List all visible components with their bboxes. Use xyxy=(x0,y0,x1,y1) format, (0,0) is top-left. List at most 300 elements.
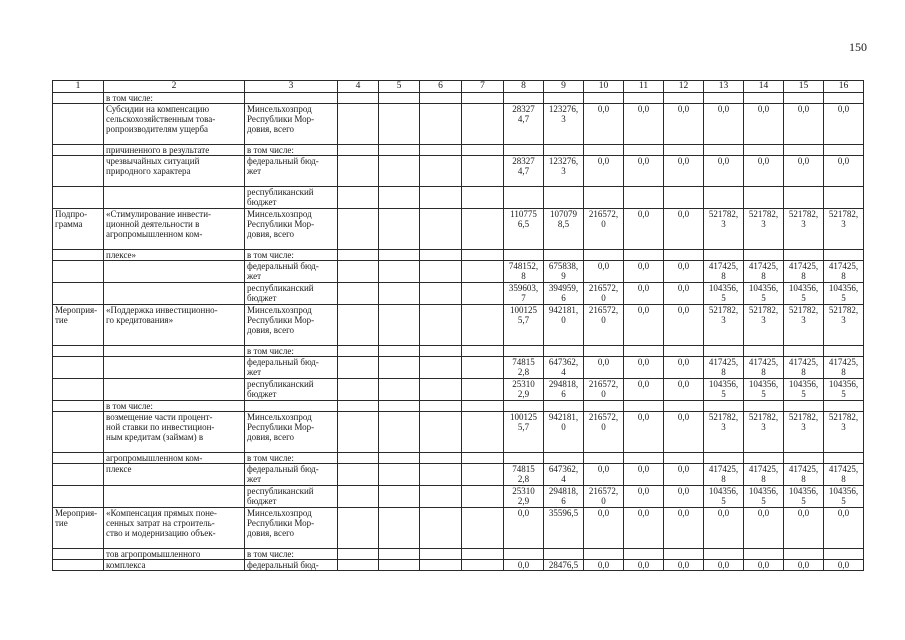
value-cell xyxy=(704,145,744,156)
table-row xyxy=(53,464,864,486)
value-cell xyxy=(338,261,379,283)
value-cell: 647362, 4 xyxy=(544,464,584,486)
value-cell xyxy=(624,145,664,156)
value-cell xyxy=(420,401,462,412)
value-cell xyxy=(544,346,584,357)
value-cell xyxy=(584,401,624,412)
value-cell xyxy=(744,346,784,357)
value-cell: 123276, 3 xyxy=(544,104,584,145)
value-cell xyxy=(338,486,379,508)
value-cell: 0,0 xyxy=(664,209,704,250)
value-cell xyxy=(462,379,504,401)
measure-name-cell xyxy=(104,187,245,209)
value-cell: 104356, 5 xyxy=(704,379,744,401)
value-cell xyxy=(338,401,379,412)
value-cell: 0,0 xyxy=(664,283,704,305)
value-cell xyxy=(504,93,544,104)
value-cell: 294818, 6 xyxy=(544,486,584,508)
section-type-cell xyxy=(53,145,104,156)
value-cell xyxy=(624,93,664,104)
measure-name-cell: «Компенсация прямых поне- сенных затрат на строитель- ство и модернизацию объек- xyxy=(104,508,245,549)
column-header: 14 xyxy=(744,81,784,93)
section-type-cell xyxy=(53,156,104,187)
value-cell xyxy=(824,93,864,104)
measure-name-cell: плексе xyxy=(104,464,245,486)
value-cell xyxy=(544,401,584,412)
value-cell xyxy=(420,560,462,571)
value-cell: 104356, 5 xyxy=(704,283,744,305)
value-cell xyxy=(584,145,624,156)
value-cell: 74815 2,8 xyxy=(504,357,544,379)
value-cell xyxy=(504,145,544,156)
executor-cell: в том числе: xyxy=(245,453,338,464)
value-cell: 104356, 5 xyxy=(784,283,824,305)
value-cell: 359603, 7 xyxy=(504,283,544,305)
value-cell xyxy=(584,346,624,357)
value-cell: 0,0 xyxy=(824,104,864,145)
value-cell: 0,0 xyxy=(744,156,784,187)
value-cell: 521782, 3 xyxy=(744,209,784,250)
executor-cell: федеральный бюд- xyxy=(245,560,338,571)
executor-cell: республиканский бюджет xyxy=(245,187,338,209)
value-cell xyxy=(664,93,704,104)
value-cell xyxy=(824,145,864,156)
value-cell: 216572, 0 xyxy=(584,379,624,401)
value-cell xyxy=(338,187,379,209)
value-cell: 0,0 xyxy=(584,464,624,486)
value-cell xyxy=(462,250,504,261)
value-cell: 104356, 5 xyxy=(784,486,824,508)
table-row xyxy=(53,379,864,401)
value-cell: 216572, 0 xyxy=(584,209,624,250)
value-cell: 0,0 xyxy=(664,104,704,145)
table-row xyxy=(53,283,864,305)
value-cell: 521782, 3 xyxy=(744,305,784,346)
value-cell xyxy=(664,187,704,209)
section-type-cell xyxy=(53,549,104,560)
value-cell: 0,0 xyxy=(704,508,744,549)
value-cell xyxy=(744,250,784,261)
value-cell xyxy=(420,305,462,346)
executor-cell: республиканский бюджет xyxy=(245,283,338,305)
value-cell xyxy=(420,508,462,549)
section-type-cell xyxy=(53,412,104,453)
value-cell xyxy=(420,261,462,283)
value-cell: 0,0 xyxy=(624,560,664,571)
table-row xyxy=(53,156,864,187)
value-cell: 0,0 xyxy=(624,305,664,346)
column-header: 1 xyxy=(53,81,104,93)
value-cell xyxy=(379,560,420,571)
table-row xyxy=(53,145,864,156)
table-row xyxy=(53,187,864,209)
value-cell: 0,0 xyxy=(504,508,544,549)
executor-cell: республиканский бюджет xyxy=(245,379,338,401)
column-header: 9 xyxy=(544,81,584,93)
value-cell xyxy=(584,453,624,464)
value-cell: 0,0 xyxy=(664,464,704,486)
section-type-cell xyxy=(53,401,104,412)
value-cell: 0,0 xyxy=(784,104,824,145)
executor-cell: Минсельхозпрод Республики Мор- довия, всего xyxy=(245,412,338,453)
value-cell xyxy=(544,250,584,261)
value-cell xyxy=(744,187,784,209)
value-cell xyxy=(704,250,744,261)
value-cell: 0,0 xyxy=(664,412,704,453)
value-cell: 521782, 3 xyxy=(744,412,784,453)
value-cell: 0,0 xyxy=(624,464,664,486)
value-cell xyxy=(664,453,704,464)
value-cell xyxy=(744,549,784,560)
value-cell: 521782, 3 xyxy=(784,412,824,453)
value-cell: 104356, 5 xyxy=(704,486,744,508)
value-cell: 675838, 9 xyxy=(544,261,584,283)
measure-name-cell xyxy=(104,486,245,508)
measure-name-cell xyxy=(104,346,245,357)
value-cell xyxy=(379,250,420,261)
table-row xyxy=(53,486,864,508)
value-cell xyxy=(664,346,704,357)
value-cell xyxy=(462,187,504,209)
value-cell: 28476,5 xyxy=(544,560,584,571)
value-cell: 647362, 4 xyxy=(544,357,584,379)
measure-name-cell: агропромышленном ком- xyxy=(104,453,245,464)
value-cell xyxy=(420,357,462,379)
value-cell xyxy=(379,453,420,464)
value-cell: 0,0 xyxy=(744,104,784,145)
value-cell: 417425, 8 xyxy=(784,357,824,379)
value-cell: 104356, 5 xyxy=(744,379,784,401)
section-type-cell xyxy=(53,453,104,464)
value-cell xyxy=(338,560,379,571)
column-header: 11 xyxy=(624,81,664,93)
column-header: 13 xyxy=(704,81,744,93)
value-cell xyxy=(462,93,504,104)
value-cell: 0,0 xyxy=(664,508,704,549)
value-cell xyxy=(338,283,379,305)
measure-name-cell: комплекса xyxy=(104,560,245,571)
value-cell xyxy=(420,346,462,357)
measure-name-cell: тов агропромышленного xyxy=(104,549,245,560)
value-cell xyxy=(420,145,462,156)
executor-cell: Минсельхозпрод Республики Мор- довия, всего xyxy=(245,508,338,549)
table-row xyxy=(53,261,864,283)
section-type-cell xyxy=(53,93,104,104)
value-cell: 25310 2,9 xyxy=(504,379,544,401)
measure-name-cell xyxy=(104,357,245,379)
value-cell xyxy=(420,283,462,305)
value-cell xyxy=(379,104,420,145)
executor-cell: федеральный бюд- жет xyxy=(245,261,338,283)
value-cell: 521782, 3 xyxy=(704,305,744,346)
value-cell: 417425, 8 xyxy=(824,261,864,283)
table-row xyxy=(53,93,864,104)
value-cell xyxy=(338,464,379,486)
value-cell: 107079 8,5 xyxy=(544,209,584,250)
value-cell: 74815 2,8 xyxy=(504,464,544,486)
executor-cell: федеральный бюд- жет xyxy=(245,156,338,187)
section-type-cell xyxy=(53,464,104,486)
value-cell: 216572, 0 xyxy=(584,283,624,305)
value-cell: 0,0 xyxy=(504,560,544,571)
executor-cell: Минсельхозпрод Республики Мор- довия, всего xyxy=(245,305,338,346)
value-cell xyxy=(420,104,462,145)
measure-name-cell: в том числе: xyxy=(104,93,245,104)
budget-table xyxy=(52,80,864,571)
value-cell: 0,0 xyxy=(824,156,864,187)
table-row xyxy=(53,209,864,250)
value-cell xyxy=(420,187,462,209)
value-cell xyxy=(338,305,379,346)
table-row xyxy=(53,346,864,357)
executor-cell: в том числе: xyxy=(245,549,338,560)
value-cell xyxy=(379,464,420,486)
value-cell: 0,0 xyxy=(584,104,624,145)
column-header: 8 xyxy=(504,81,544,93)
value-cell xyxy=(462,346,504,357)
value-cell xyxy=(504,453,544,464)
value-cell: 0,0 xyxy=(704,104,744,145)
value-cell xyxy=(544,93,584,104)
value-cell xyxy=(824,453,864,464)
value-cell xyxy=(462,145,504,156)
value-cell xyxy=(624,187,664,209)
value-cell: 521782, 3 xyxy=(704,209,744,250)
value-cell: 25310 2,9 xyxy=(504,486,544,508)
value-cell xyxy=(420,412,462,453)
value-cell: 110775 6,5 xyxy=(504,209,544,250)
executor-cell xyxy=(245,401,338,412)
value-cell xyxy=(704,549,744,560)
value-cell xyxy=(624,453,664,464)
value-cell xyxy=(420,486,462,508)
value-cell: 748152, 8 xyxy=(504,261,544,283)
value-cell xyxy=(704,187,744,209)
value-cell xyxy=(462,357,504,379)
value-cell xyxy=(379,145,420,156)
value-cell xyxy=(744,145,784,156)
value-cell xyxy=(784,549,824,560)
section-type-cell xyxy=(53,250,104,261)
column-header: 4 xyxy=(338,81,379,93)
value-cell xyxy=(379,305,420,346)
value-cell: 0,0 xyxy=(664,305,704,346)
value-cell xyxy=(504,549,544,560)
value-cell xyxy=(379,486,420,508)
value-cell: 0,0 xyxy=(824,560,864,571)
value-cell xyxy=(744,453,784,464)
value-cell xyxy=(379,508,420,549)
value-cell xyxy=(379,261,420,283)
value-cell xyxy=(338,156,379,187)
table-row xyxy=(53,401,864,412)
value-cell: 521782, 3 xyxy=(704,412,744,453)
value-cell xyxy=(664,549,704,560)
value-cell: 0,0 xyxy=(624,379,664,401)
value-cell xyxy=(664,250,704,261)
measure-name-cell: в том числе: xyxy=(104,401,245,412)
value-cell: 0,0 xyxy=(624,209,664,250)
column-header: 5 xyxy=(379,81,420,93)
value-cell: 521782, 3 xyxy=(784,209,824,250)
section-type-cell xyxy=(53,560,104,571)
value-cell: 417425, 8 xyxy=(824,464,864,486)
value-cell: 28327 4,7 xyxy=(504,104,544,145)
value-cell xyxy=(504,250,544,261)
value-cell xyxy=(504,187,544,209)
section-type-cell xyxy=(53,261,104,283)
value-cell xyxy=(379,357,420,379)
value-cell xyxy=(824,187,864,209)
value-cell: 521782, 3 xyxy=(784,305,824,346)
executor-cell: в том числе: xyxy=(245,346,338,357)
value-cell xyxy=(664,145,704,156)
table-row xyxy=(53,453,864,464)
value-cell: 0,0 xyxy=(624,357,664,379)
value-cell: 100125 5,7 xyxy=(504,412,544,453)
value-cell: 521782, 3 xyxy=(824,209,864,250)
value-cell xyxy=(704,346,744,357)
value-cell: 0,0 xyxy=(624,261,664,283)
value-cell: 417425, 8 xyxy=(704,261,744,283)
table-row xyxy=(53,412,864,453)
value-cell xyxy=(784,453,824,464)
table-row xyxy=(53,104,864,145)
value-cell: 417425, 8 xyxy=(744,464,784,486)
value-cell xyxy=(338,453,379,464)
value-cell xyxy=(624,401,664,412)
page-number: 150 xyxy=(849,40,867,54)
value-cell: 394959, 6 xyxy=(544,283,584,305)
value-cell xyxy=(338,549,379,560)
value-cell xyxy=(462,305,504,346)
value-cell: 0,0 xyxy=(624,412,664,453)
value-cell xyxy=(462,453,504,464)
value-cell: 417425, 8 xyxy=(784,464,824,486)
measure-name-cell xyxy=(104,261,245,283)
value-cell: 0,0 xyxy=(624,486,664,508)
value-cell: 0,0 xyxy=(744,508,784,549)
value-cell xyxy=(420,464,462,486)
value-cell xyxy=(624,346,664,357)
value-cell xyxy=(544,453,584,464)
value-cell xyxy=(338,508,379,549)
value-cell: 0,0 xyxy=(664,156,704,187)
executor-cell: федеральный бюд- жет xyxy=(245,464,338,486)
column-header: 10 xyxy=(584,81,624,93)
value-cell xyxy=(379,187,420,209)
section-type-cell: Мероприя- тие xyxy=(53,508,104,549)
value-cell xyxy=(379,379,420,401)
executor-cell: Минсельхозпрод Республики Мор- довия, всего xyxy=(245,209,338,250)
value-cell xyxy=(420,156,462,187)
value-cell xyxy=(420,379,462,401)
value-cell xyxy=(624,250,664,261)
table-body xyxy=(53,81,864,571)
value-cell: 0,0 xyxy=(664,261,704,283)
table-row xyxy=(53,357,864,379)
value-cell: 123276, 3 xyxy=(544,156,584,187)
measure-name-cell: «Поддержка инвестиционно- го кредитования» xyxy=(104,305,245,346)
value-cell xyxy=(420,93,462,104)
value-cell xyxy=(664,401,704,412)
value-cell xyxy=(420,209,462,250)
value-cell xyxy=(338,209,379,250)
executor-cell: республиканский бюджет xyxy=(245,486,338,508)
value-cell xyxy=(584,250,624,261)
value-cell xyxy=(504,401,544,412)
executor-cell: Минсельхозпрод Республики Мор- довия, всего xyxy=(245,104,338,145)
value-cell: 0,0 xyxy=(584,560,624,571)
value-cell xyxy=(584,549,624,560)
value-cell xyxy=(420,453,462,464)
value-cell: 0,0 xyxy=(624,508,664,549)
measure-name-cell: «Стимулирование инвести- ционной деятельности в агропромышленном ком- xyxy=(104,209,245,250)
value-cell xyxy=(744,93,784,104)
value-cell xyxy=(824,250,864,261)
value-cell xyxy=(420,549,462,560)
measure-name-cell xyxy=(104,283,245,305)
column-header: 12 xyxy=(664,81,704,93)
value-cell xyxy=(338,357,379,379)
value-cell: 417425, 8 xyxy=(824,357,864,379)
measure-name-cell: плексе» xyxy=(104,250,245,261)
value-cell: 216572, 0 xyxy=(584,486,624,508)
value-cell: 35596,5 xyxy=(544,508,584,549)
value-cell xyxy=(824,549,864,560)
column-header: 2 xyxy=(104,81,245,93)
value-cell xyxy=(379,346,420,357)
value-cell xyxy=(784,346,824,357)
table-row xyxy=(53,305,864,346)
value-cell xyxy=(784,187,824,209)
section-type-cell xyxy=(53,357,104,379)
value-cell xyxy=(462,156,504,187)
value-cell: 417425, 8 xyxy=(784,261,824,283)
table-row xyxy=(53,508,864,549)
value-cell xyxy=(544,187,584,209)
value-cell xyxy=(824,401,864,412)
value-cell xyxy=(462,560,504,571)
value-cell xyxy=(462,464,504,486)
column-header: 16 xyxy=(824,81,864,93)
value-cell: 104356, 5 xyxy=(824,283,864,305)
value-cell xyxy=(379,209,420,250)
value-cell xyxy=(584,187,624,209)
section-type-cell xyxy=(53,379,104,401)
value-cell: 0,0 xyxy=(584,156,624,187)
header-row xyxy=(53,81,864,93)
executor-cell: федеральный бюд- жет xyxy=(245,357,338,379)
value-cell: 942181, 0 xyxy=(544,305,584,346)
value-cell xyxy=(544,145,584,156)
value-cell xyxy=(338,379,379,401)
value-cell: 0,0 xyxy=(784,156,824,187)
value-cell xyxy=(784,93,824,104)
executor-cell: в том числе: xyxy=(245,145,338,156)
section-type-cell xyxy=(53,104,104,145)
value-cell: 417425, 8 xyxy=(704,464,744,486)
executor-cell: в том числе: xyxy=(245,250,338,261)
value-cell xyxy=(420,250,462,261)
value-cell: 417425, 8 xyxy=(744,261,784,283)
value-cell: 100125 5,7 xyxy=(504,305,544,346)
value-cell: 417425, 8 xyxy=(704,357,744,379)
value-cell: 0,0 xyxy=(584,261,624,283)
value-cell xyxy=(338,93,379,104)
value-cell: 0,0 xyxy=(584,357,624,379)
column-header: 3 xyxy=(245,81,338,93)
